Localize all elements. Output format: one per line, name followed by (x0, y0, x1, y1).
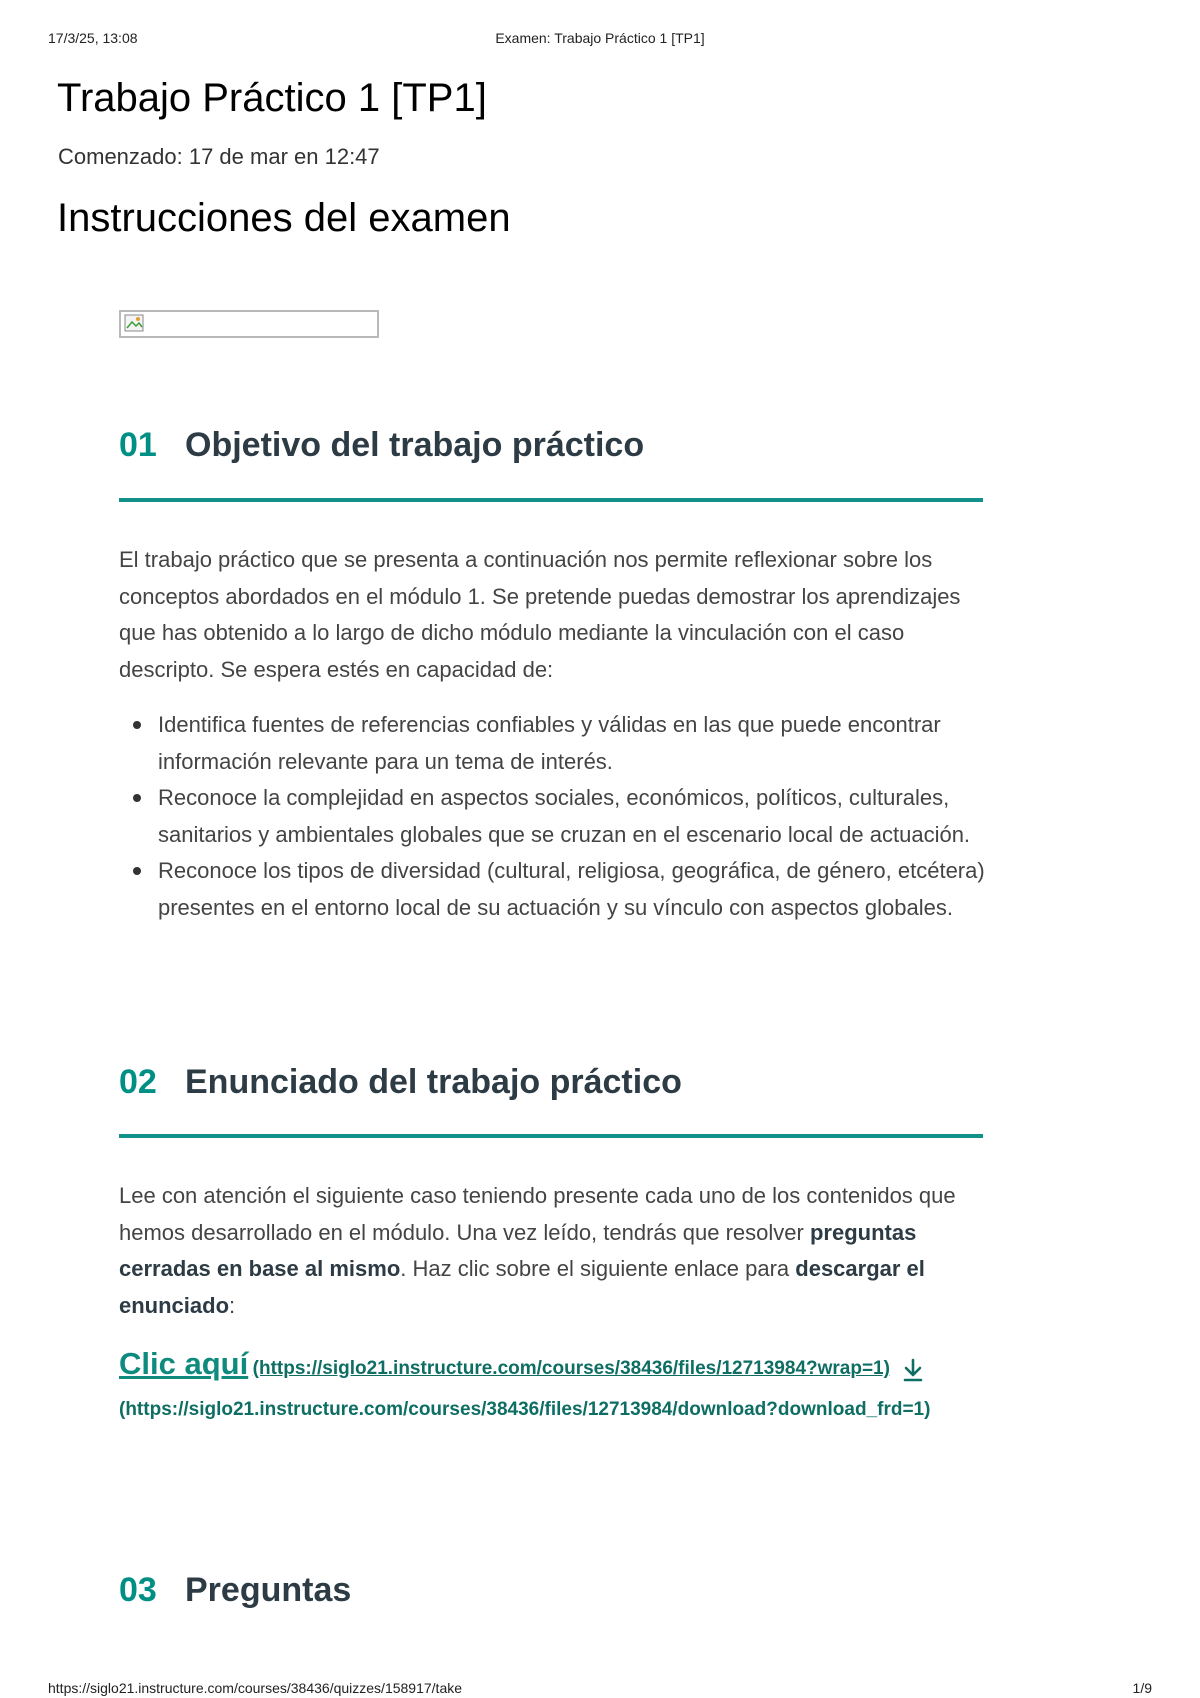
objective-list (119, 707, 991, 926)
print-datetime: 17/3/25, 13:08 (48, 30, 138, 46)
section-objetivo (119, 426, 983, 472)
instructions-heading: Instrucciones del examen (57, 196, 511, 240)
clic-aqui-link[interactable]: Clic aquí (119, 1346, 249, 1381)
print-page-number: 1/9 (1132, 1680, 1152, 1696)
objective-intro: El trabajo práctico que se presenta a continuación nos permite reflexionar sobre los conceptos abordados en el módulo 1. Se pretende puedas demostrar los aprendizajes que has obtenido a lo largo de dicho módulo mediante la vinculación con el caso descripto. Se espera estés en capacidad de: (119, 547, 961, 682)
enunciado-text: Lee con atención el siguiente caso teniendo presente cada uno de los contenidos que hemos desarrollado en el módulo. Una vez leído, tendrás que resolver preguntas cerradas en base al mismo. Haz clic sobre el siguiente enlace para descargar el enunciado: (119, 1183, 956, 1318)
page-title: Trabajo Práctico 1 [TP1] (57, 76, 487, 120)
section-title: Preguntas (185, 1571, 352, 1609)
file-link-url[interactable]: (https://siglo21.instructure.com/courses/38436/files/12713984?wrap=1) (252, 1358, 890, 1379)
bold-text: preguntas cerradas en base al mismo (119, 1219, 917, 1281)
bullet-icon (133, 794, 141, 802)
print-url: https://siglo21.instructure.com/courses/38436/quizzes/158917/take (48, 1680, 463, 1696)
bold-text: descargar el enunciado (119, 1256, 925, 1318)
section-title: Enunciado del trabajo práctico (185, 1063, 682, 1101)
section-number: 03 (119, 1571, 157, 1609)
list-item: Reconoce los tipos de diversidad (cultural, religiosa, geográfica, de género, etcétera) presentes en el entorno local de su actuación y su vínculo con aspectos globales. (119, 853, 991, 926)
download-links (119, 1342, 979, 1428)
download-icon[interactable] (902, 1358, 924, 1382)
section-number: 02 (119, 1063, 157, 1101)
list-item: Reconoce la complejidad en aspectos sociales, económicos, políticos, culturales, sanitarios y ambientales globales que se cruzan en el escenario local de actuación. (119, 780, 991, 853)
bullet-icon (133, 721, 141, 729)
list-item: Identifica fuentes de referencias confiables y válidas en las que puede encontrar información relevante para un tema de interés. (119, 707, 991, 780)
broken-image-icon (124, 314, 146, 334)
print-page-title: Examen: Trabajo Práctico 1 [TP1] (495, 30, 705, 46)
section-enunciado (119, 1063, 983, 1109)
bullet-icon (133, 867, 141, 875)
download-link-url[interactable]: (https://siglo21.instructure.com/courses/38436/files/12713984/download?download_frd=1) (119, 1399, 931, 1420)
banner-image (119, 310, 379, 338)
section-preguntas (119, 1571, 983, 1617)
section-divider (119, 498, 983, 502)
section-title: Objetivo del trabajo práctico (185, 426, 645, 464)
section-divider (119, 1134, 983, 1138)
section-number: 01 (119, 426, 157, 464)
started-timestamp: Comenzado: 17 de mar en 12:47 (58, 144, 380, 169)
